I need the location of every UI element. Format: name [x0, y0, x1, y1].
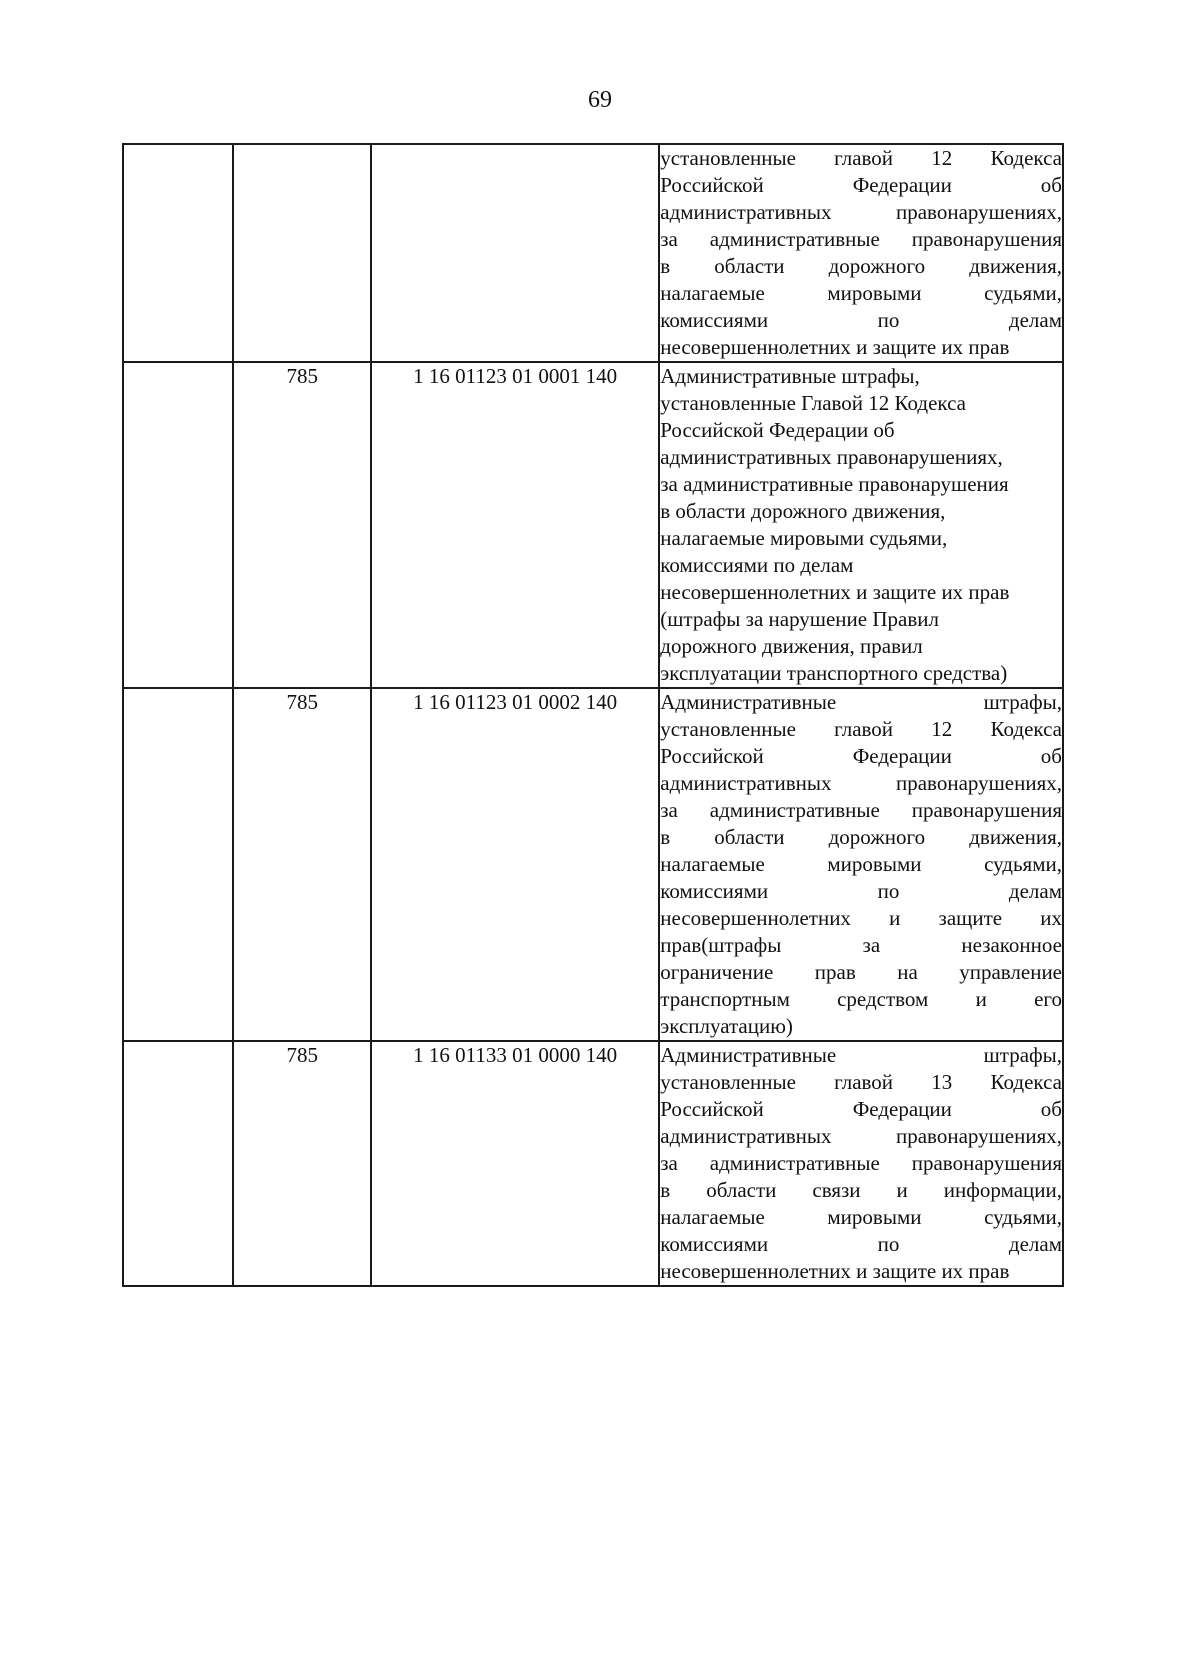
description-line: за административные правонарушения [660, 472, 1009, 496]
description-line: административных правонарушениях, [660, 445, 1003, 469]
description-line: Российской Федерации об [660, 1097, 1062, 1121]
description-line: несовершеннолетних и защите их прав [660, 580, 1010, 604]
description-line: за административные правонарушения [660, 1151, 1062, 1175]
description-line: несовершеннолетних и защите их прав [660, 335, 1010, 359]
admin-code-cell: 785 [233, 362, 371, 688]
description-line: в области дорожного движения, [660, 254, 1062, 278]
empty-cell [123, 1041, 233, 1286]
kbk-code-cell: 1 16 01123 01 0001 140 [371, 362, 659, 688]
page-number: 69 [588, 87, 612, 113]
description-line: комиссиями по делам [660, 879, 1062, 903]
description-cell [659, 688, 1063, 1041]
description-line: за административные правонарушения [660, 227, 1062, 251]
admin-code-cell: 785 [233, 688, 371, 1041]
description-line: административных правонарушениях, [660, 771, 1062, 795]
description-line: Российской Федерации об [660, 744, 1062, 768]
admin-code-cell [233, 144, 371, 362]
table-row [123, 688, 1063, 1041]
table-body [123, 144, 1063, 1286]
description-line: транспортным средством и его [660, 987, 1062, 1011]
description-line: налагаемые мировыми судьями, [660, 281, 1062, 305]
empty-cell [123, 362, 233, 688]
description-line: дорожного движения, правил [660, 634, 923, 658]
description-line: налагаемые мировыми судьями, [660, 1205, 1062, 1229]
description-line: административных правонарушениях, [660, 1124, 1062, 1148]
description-line: установленные главой 12 Кодекса [660, 146, 1062, 170]
description-line: несовершеннолетних и защите их [660, 906, 1062, 930]
description-cell [659, 362, 1063, 688]
description-line: эксплуатацию) [660, 1014, 793, 1038]
description-line: Административные штрафы, [660, 1043, 1062, 1067]
kbk-code-cell [371, 144, 659, 362]
description-line: несовершеннолетних и защите их прав [660, 1259, 1010, 1283]
description-line: Российской Федерации об [660, 173, 1062, 197]
table-row [123, 1041, 1063, 1286]
description-line: комиссиями по делам [660, 308, 1062, 332]
description-line: комиссиями по делам [660, 553, 854, 577]
admin-code-cell: 785 [233, 1041, 371, 1286]
description-line: Российской Федерации об [660, 418, 895, 442]
description-line: эксплуатации транспортного средства) [660, 661, 1008, 685]
table-row [123, 362, 1063, 688]
description-line: в области дорожного движения, [660, 499, 946, 523]
description-cell [659, 1041, 1063, 1286]
description-line: прав(штрафы за незаконное [660, 933, 1062, 957]
description-line: административных правонарушениях, [660, 200, 1062, 224]
table-row [123, 144, 1063, 362]
empty-cell [123, 144, 233, 362]
description-line: установленные главой 12 Кодекса [660, 717, 1062, 741]
description-line: (штрафы за нарушение Правил [660, 607, 939, 631]
kbk-code-cell: 1 16 01123 01 0002 140 [371, 688, 659, 1041]
description-line: в области дорожного движения, [660, 825, 1062, 849]
description-line: комиссиями по делам [660, 1232, 1062, 1256]
empty-cell [123, 688, 233, 1041]
kbk-code-cell: 1 16 01133 01 0000 140 [371, 1041, 659, 1286]
description-line: налагаемые мировыми судьями, [660, 526, 948, 550]
description-line: Административные штрафы, [660, 690, 1062, 714]
description-line: за административные правонарушения [660, 798, 1062, 822]
description-line: ограничение прав на управление [660, 960, 1062, 984]
description-line: в области связи и информации, [660, 1178, 1062, 1202]
description-line: установленные Главой 12 Кодекса [660, 391, 966, 415]
description-line: Административные штрафы, [660, 364, 920, 388]
budget-classification-table [122, 143, 1064, 1287]
description-line: налагаемые мировыми судьями, [660, 852, 1062, 876]
description-line: установленные главой 13 Кодекса [660, 1070, 1062, 1094]
description-cell [659, 144, 1063, 362]
